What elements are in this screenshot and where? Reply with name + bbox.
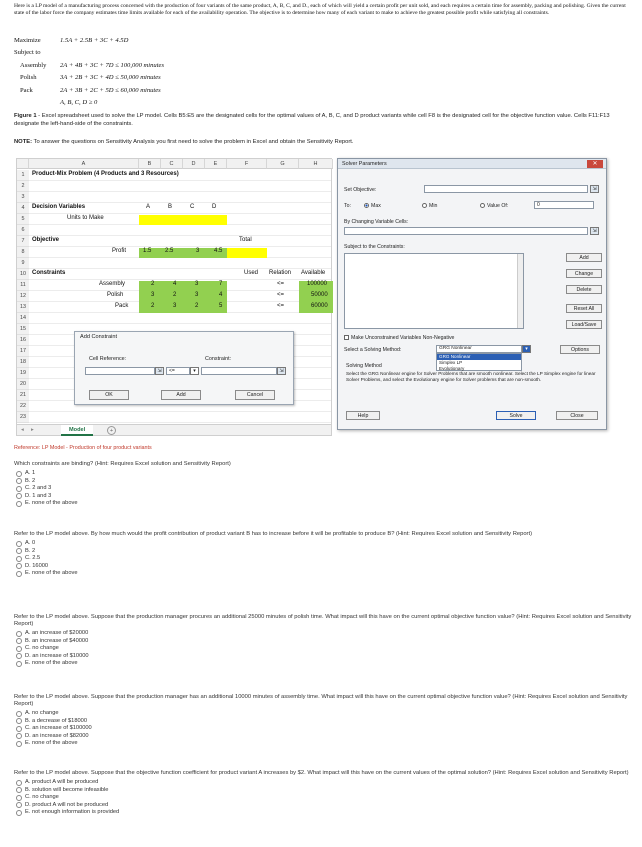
constraint-expression: 2A + 3B + 2C + 5D ≤ 60,000 minutes: [60, 86, 161, 94]
answer-label: E. none of the above: [25, 500, 78, 507]
collapse-dialog-icon[interactable]: ⇲: [277, 367, 286, 375]
var-header: D: [212, 204, 217, 210]
checkbox-icon: [344, 335, 349, 340]
dialog-title: Solver Parameters: [338, 159, 606, 169]
radio-icon: [16, 486, 22, 492]
coef: 3: [195, 292, 199, 298]
method-option[interactable]: Simplex LP: [439, 360, 463, 365]
answer-label: E. none of the above: [25, 660, 78, 667]
close-icon[interactable]: ✕: [587, 160, 603, 168]
answer-option[interactable]: [14, 660, 634, 668]
gridline: [29, 180, 331, 181]
answer-option[interactable]: [14, 653, 634, 661]
var-header: A: [146, 204, 151, 210]
answer-label: D. 1 and 3: [25, 492, 52, 499]
nonneg-row: [14, 97, 314, 110]
constraints-label: Constraints: [32, 270, 66, 276]
answer-label: B. 2: [25, 547, 36, 554]
objective-row: [14, 34, 314, 47]
answer-option[interactable]: [14, 555, 634, 563]
answer-label: C. an increase of $100000: [25, 725, 92, 732]
tab-scroll-left-icon[interactable]: ◂: [21, 427, 24, 433]
column-header[interactable]: H: [299, 159, 333, 169]
radio-icon: [16, 501, 22, 507]
row-header[interactable]: 11: [17, 280, 29, 291]
row-header[interactable]: 5: [17, 214, 29, 225]
gridline: [29, 279, 331, 280]
method-option[interactable]: Evolutionary: [439, 366, 465, 371]
radio-icon: [16, 810, 22, 816]
solve-button[interactable]: Solve: [496, 411, 536, 420]
answer-option[interactable]: [14, 787, 634, 795]
constraint-label: Assembly: [20, 61, 47, 69]
constraints-list[interactable]: [344, 253, 524, 329]
question: [14, 531, 634, 578]
changing-cells-label: By Changing Variable Cells:: [344, 219, 409, 225]
objective-cell[interactable]: [227, 248, 267, 258]
answer-label: A. 0: [25, 540, 36, 547]
dialog-title: Add Constraint: [80, 334, 118, 340]
question: [14, 694, 634, 748]
add-sheet-icon[interactable]: +: [107, 426, 116, 435]
answer-label: E. none of the above: [25, 740, 78, 747]
constraint-expression: 2A + 4B + 3C + 7D ≤ 100,000 minutes: [60, 61, 165, 69]
figure-caption: [14, 113, 624, 128]
answer-option[interactable]: [14, 493, 634, 501]
used-label: Used: [244, 270, 259, 276]
question-text: Refer to the LP model above. By how much would the profit contribution of product variant B has to increase before it will be profitable to produce B? (Hint: Requires Excel solution and Sensitivity Report): [14, 531, 533, 537]
question-text: Which constraints are binding? (Hint: Requires Excel solution and Sensitivity Report): [14, 461, 231, 467]
answer-option[interactable]: [14, 563, 634, 571]
question-text: Refer to the LP model above. Suppose that the production manager has an additional 10000 minutes of assembly time. What impact will this have on the current optimal objective function value? (Hint: Requires Excel solution and Sensitivity Report): [14, 694, 628, 707]
coef: 2: [151, 281, 155, 287]
subject-to-label: Subject to the Constraints:: [344, 244, 405, 250]
radio-icon: [16, 661, 22, 667]
answer-option[interactable]: [14, 733, 634, 741]
relation-label: Relation: [269, 270, 292, 276]
subject-to-label: Subject to: [14, 49, 41, 57]
answer-option[interactable]: [14, 779, 634, 787]
row-header[interactable]: 8: [17, 247, 29, 258]
answer-option[interactable]: [14, 794, 634, 802]
note-text: To answer the questions on Sensitivity Analysis you first need to solve the problem in Excel and obtain the Sensitivity Report.: [32, 139, 354, 145]
subject-to-row: [14, 47, 314, 60]
constraint-row: [14, 84, 314, 97]
answer-label: C. 2.5: [25, 555, 41, 562]
solver-parameters-dialog: [337, 158, 607, 430]
radio-icon: [16, 638, 22, 644]
constraint-label: Pack: [20, 86, 33, 94]
coef: 2: [173, 292, 177, 298]
answer-option[interactable]: [14, 478, 634, 486]
answer-label: A. 1: [25, 470, 36, 477]
relation: <=: [277, 292, 285, 298]
max-label: Max: [371, 203, 381, 209]
chevron-down-icon[interactable]: ▾: [190, 367, 199, 375]
available-value: 100000: [307, 281, 328, 287]
options-button[interactable]: Options: [560, 345, 600, 354]
solving-method-label: Solving Method: [346, 363, 382, 369]
answer-option[interactable]: [14, 725, 634, 733]
answer-label: E. none of the above: [25, 570, 78, 577]
answer-option[interactable]: [14, 500, 634, 508]
answer-label: B. 2: [25, 477, 36, 484]
radio-icon: [16, 471, 22, 477]
radio-selected-icon: [364, 203, 369, 208]
answer-option[interactable]: [14, 710, 634, 718]
row-header[interactable]: 23: [17, 412, 29, 423]
row-header[interactable]: 3: [17, 192, 29, 203]
answer-label: D. an increase of $82000: [25, 732, 89, 739]
radio-icon: [16, 563, 22, 569]
constraint-label: Constraint:: [205, 356, 232, 362]
radio-icon: [422, 203, 427, 208]
select-all-corner[interactable]: [17, 159, 29, 169]
radio-icon: [16, 548, 22, 554]
coef: 7: [219, 281, 223, 287]
constraint-name: Pack: [115, 303, 129, 309]
answer-option[interactable]: [14, 485, 634, 493]
sheet-tab-model[interactable]: Model: [61, 425, 93, 436]
answer-label: B. an increase of $40000: [25, 637, 89, 644]
chevron-down-icon[interactable]: ▾: [522, 345, 531, 353]
gridline: [29, 268, 331, 269]
answer-label: E. not enough information is provided: [25, 809, 120, 816]
answer-option[interactable]: [14, 638, 634, 646]
radio-icon: [16, 631, 22, 637]
gridline: [29, 235, 331, 236]
question: [14, 770, 634, 817]
decision-cells[interactable]: [139, 215, 227, 225]
row-header[interactable]: 14: [17, 313, 29, 324]
question-text: Refer to the LP model above. Suppose that the objective function coefficient for product variant A increases by $2. What impact will this have on the current values of the optimal solution? (Hint: Requires Excel solution and Sensitivity Report): [14, 770, 629, 776]
column-header[interactable]: C: [161, 159, 183, 169]
collapse-dialog-icon[interactable]: ⇲: [590, 185, 599, 193]
gridline: [29, 191, 331, 192]
gridline: [29, 213, 331, 214]
gridline: [29, 411, 331, 412]
ok-button[interactable]: OK: [89, 390, 129, 400]
answer-label: B. solution will become infeasible: [25, 786, 109, 793]
row-header[interactable]: 19: [17, 368, 29, 379]
constraint-label: Polish: [20, 74, 37, 82]
answer-label: A. product A will be produced: [25, 779, 99, 786]
load-save-button[interactable]: Load/Save: [566, 320, 602, 329]
coef: 4: [219, 292, 223, 298]
column-header[interactable]: G: [267, 159, 299, 169]
answer-option[interactable]: [14, 470, 634, 478]
min-label: Min: [429, 203, 438, 209]
radio-icon: [16, 780, 22, 786]
coef: 3: [195, 281, 199, 287]
radio-icon: [16, 478, 22, 484]
radio-icon: [16, 653, 22, 659]
constraint-expression: 3A + 2B + 3C + 4D ≤ 50,000 minutes: [60, 74, 161, 82]
profit-value: 1.5: [143, 248, 152, 254]
row-header[interactable]: 22: [17, 401, 29, 412]
answer-option[interactable]: [14, 802, 634, 810]
var-header: B: [168, 204, 173, 210]
answer-label: B. a decrease of $18000: [25, 717, 87, 724]
answer-label: D. product A will not be produced: [25, 801, 109, 808]
radio-icon: [16, 541, 22, 547]
coef: 5: [219, 303, 223, 309]
radio-icon: [16, 726, 22, 732]
maximize-label: Maximize: [14, 36, 41, 44]
radio-icon: [16, 646, 22, 652]
answer-option[interactable]: [14, 548, 634, 556]
figure-label: Figure 1: [14, 113, 37, 119]
row-header[interactable]: 4: [17, 203, 29, 214]
units-to-make-label: Units to Make: [67, 215, 104, 221]
row-header[interactable]: 7: [17, 236, 29, 247]
collapse-dialog-icon[interactable]: ⇲: [590, 227, 599, 235]
delete-button[interactable]: Delete: [566, 285, 602, 294]
row-header[interactable]: 21: [17, 390, 29, 401]
radio-icon: [16, 741, 22, 747]
max-radio[interactable]: [364, 203, 381, 209]
row-header[interactable]: 10: [17, 269, 29, 280]
radio-icon: [16, 493, 22, 499]
figure-caption-text: - Excel spreadsheet used to solve the LP model. Cells B5:E5 are the designated cells for the optimal values of A, B, C, and D product variants while cell F8 is the designated cell for the objective function value. Cells F11:F13 designate the left-hand-side of the constraints.: [14, 113, 610, 127]
reset-all-button[interactable]: Reset All: [566, 304, 602, 313]
column-header[interactable]: D: [183, 159, 205, 169]
value-of-label: Value Of:: [487, 203, 509, 209]
method-description: Select the GRG Nonlinear engine for Solver Problems that are smooth nonlinear. Select the LP Simplex engine for linear Solver Problems, and select the Evolutionary engine for Solver problems that are non-smooth.: [346, 371, 596, 382]
answer-label: C. 2 and 3: [25, 485, 52, 492]
note: [14, 139, 624, 145]
radio-icon: [16, 556, 22, 562]
row-header[interactable]: 16: [17, 335, 29, 346]
question: [14, 461, 634, 508]
coef: 2: [195, 303, 199, 309]
objective-label: Objective: [32, 237, 60, 243]
to-label: To:: [344, 203, 351, 209]
answer-label: A. no change: [25, 710, 59, 717]
collapse-dialog-icon[interactable]: ⇲: [155, 367, 164, 375]
coef: 4: [173, 281, 177, 287]
answer-label: A. an increase of $20000: [25, 630, 89, 637]
row-header[interactable]: 9: [17, 258, 29, 269]
available-value: 60000: [311, 303, 328, 309]
answer-option[interactable]: [14, 540, 634, 548]
answer-label: D. 16000: [25, 562, 49, 569]
row-header[interactable]: 12: [17, 291, 29, 302]
changing-cells-input[interactable]: [344, 227, 588, 235]
answer-option[interactable]: [14, 718, 634, 726]
unconstrained-label: Make Unconstrained Variables Non-Negative: [351, 335, 455, 341]
row-header[interactable]: 15: [17, 324, 29, 335]
radio-icon: [16, 718, 22, 724]
cell-reference-label: Cell Reference:: [89, 356, 127, 362]
value-of-radio[interactable]: [480, 203, 508, 209]
relation: <=: [277, 281, 285, 287]
coef: 3: [173, 303, 177, 309]
answer-option[interactable]: [14, 630, 634, 638]
nonneg-expression: A, B, C, D ≥ 0: [60, 99, 98, 107]
profit-value: 2.5: [165, 248, 174, 254]
help-button[interactable]: Help: [346, 411, 380, 420]
set-objective-input[interactable]: [424, 185, 588, 193]
radio-icon: [16, 711, 22, 717]
select-method-label: Select a Solving Method:: [344, 347, 402, 353]
cancel-button[interactable]: Cancel: [235, 390, 275, 400]
radio-icon: [16, 795, 22, 801]
answer-label: C. no change: [25, 645, 59, 652]
available-value: 50000: [311, 292, 328, 298]
constraint-name: Polish: [107, 292, 124, 298]
var-header: C: [190, 204, 195, 210]
lp-model: [14, 34, 314, 109]
answer-option[interactable]: [14, 645, 634, 653]
change-button[interactable]: Change: [566, 269, 602, 278]
column-header[interactable]: E: [205, 159, 227, 169]
reference-text: Reference: LP Model - Production of four product variants: [14, 445, 152, 451]
sheet-title: Product-Mix Problem (4 Products and 3 Resources): [32, 171, 179, 177]
gridline: [29, 422, 331, 423]
decision-variables-label: Decision Variables: [32, 204, 86, 210]
row-header[interactable]: 20: [17, 379, 29, 390]
row-header[interactable]: 6: [17, 225, 29, 236]
question-text: Refer to the LP model above. Suppose that the production manager procures an additional 25000 minutes of polish time. What impact will this have on the current optimal objective function value? (Hint: Requires Excel solution and Sensitivity Report): [14, 614, 632, 627]
gridline: [29, 323, 331, 324]
radio-icon: [16, 571, 22, 577]
note-label: NOTE:: [14, 139, 33, 145]
add-button[interactable]: Add: [566, 253, 602, 262]
method-select[interactable]: GRG Nonlinear: [436, 345, 522, 353]
constraint-row: [14, 59, 314, 72]
sheet-tab-bar: [16, 424, 332, 436]
column-header[interactable]: B: [139, 159, 161, 169]
answer-option[interactable]: [14, 570, 634, 578]
available-label: Available: [301, 270, 326, 276]
answer-option[interactable]: [14, 740, 634, 748]
constraint-input[interactable]: [201, 367, 277, 375]
set-objective-label: Set Objective:: [344, 187, 377, 193]
method-dropdown[interactable]: [436, 353, 522, 371]
method-option[interactable]: GRG Nonlinear: [437, 354, 521, 360]
total-label: Total: [239, 237, 252, 243]
add-button[interactable]: Add: [161, 390, 201, 400]
tab-scroll-right-icon[interactable]: ▸: [31, 427, 34, 433]
row-header[interactable]: 17: [17, 346, 29, 357]
gridline: [29, 202, 331, 203]
operator-select[interactable]: <=: [166, 367, 190, 375]
constraint-row: [14, 72, 314, 85]
objective-expression: 1.5A + 2.5B + 3C + 4.5D: [60, 36, 129, 44]
cell-reference-input[interactable]: [85, 367, 155, 375]
close-button[interactable]: Close: [556, 411, 598, 420]
unconstrained-checkbox[interactable]: [344, 335, 454, 341]
answer-label: D. an increase of $10000: [25, 652, 89, 659]
profit-value: 3: [196, 248, 200, 254]
problem-intro: Here is a LP model of a manufacturing process concerned with the production of four variants of the same product, A, B, C, and D., each of which will yield a certain profit per unit sold, and each requires a certain time for assembly, packing and polishing. Given the current state of the labor force the company estimates time limits available for each of the availability operation. The objective is to determine how many of each variant to make to achieve the greatest possible profit while satisfying all constraints.: [14, 3, 626, 16]
relation: <=: [277, 303, 285, 309]
row-header[interactable]: 18: [17, 357, 29, 368]
row-header[interactable]: 1: [17, 170, 29, 181]
scrollbar[interactable]: [517, 254, 523, 328]
profit-label: Profit: [112, 248, 127, 254]
profit-value: 4.5: [214, 248, 223, 254]
answer-label: C. no change: [25, 794, 59, 801]
row-header[interactable]: 13: [17, 302, 29, 313]
answer-option[interactable]: [14, 809, 634, 817]
coef: 3: [151, 292, 155, 298]
add-constraint-dialog: [74, 331, 294, 405]
question: [14, 614, 634, 668]
radio-icon: [16, 802, 22, 808]
value-of-input[interactable]: 0: [534, 201, 594, 209]
column-header[interactable]: A: [29, 159, 139, 169]
coef: 2: [151, 303, 155, 309]
gridline: [29, 246, 331, 247]
min-radio[interactable]: [422, 203, 437, 209]
column-header[interactable]: F: [227, 159, 267, 169]
row-header[interactable]: 2: [17, 181, 29, 192]
constraint-name: Assembly: [99, 281, 126, 287]
radio-icon: [16, 787, 22, 793]
radio-icon: [16, 733, 22, 739]
radio-icon: [480, 203, 485, 208]
